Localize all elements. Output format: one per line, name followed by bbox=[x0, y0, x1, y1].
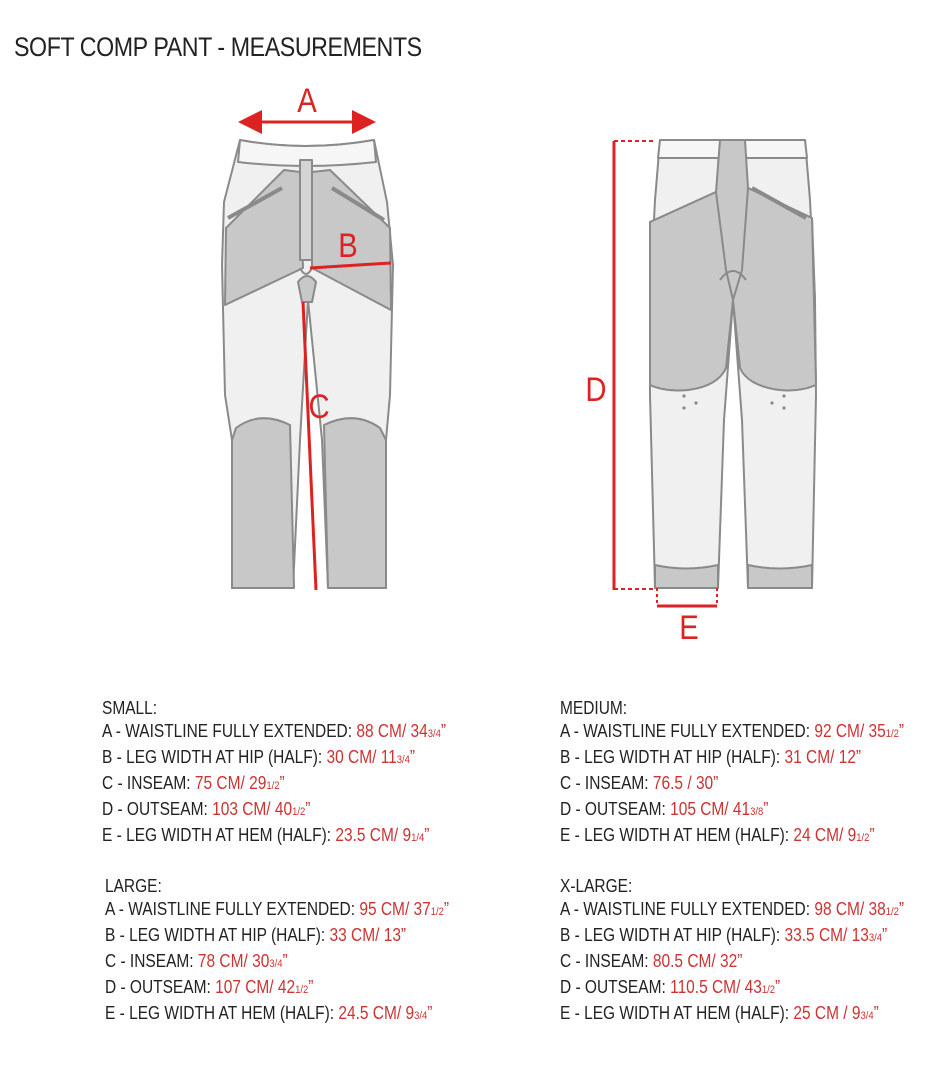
measure-e bbox=[657, 588, 717, 606]
measure-row-a: A - WAISTLINE FULLY EXTENDED: 92 CM/ 351/2” bbox=[560, 721, 905, 741]
measure-row-d: D - OUTSEAM: 105 CM/ 413/8” bbox=[560, 799, 769, 819]
size-small-block bbox=[102, 697, 446, 850]
measure-row-e: E - LEG WIDTH AT HEM (HALF): 23.5 CM/ 91/4” bbox=[102, 825, 430, 845]
front-crotch bbox=[298, 276, 316, 302]
measure-row-a: A - WAISTLINE FULLY EXTENDED: 95 CM/ 371/2” bbox=[105, 899, 450, 919]
size-heading: X-LARGE: bbox=[560, 876, 633, 896]
measure-row-e: E - LEG WIDTH AT HEM (HALF): 24 CM/ 91/2” bbox=[560, 825, 875, 845]
measure-row-c: C - INSEAM: 75 CM/ 291/2” bbox=[102, 773, 285, 793]
measure-row-d: D - OUTSEAM: 107 CM/ 421/2” bbox=[105, 977, 314, 997]
measure-row-c: C - INSEAM: 80.5 CM/ 32” bbox=[560, 951, 743, 971]
measure-row-a: A - WAISTLINE FULLY EXTENDED: 98 CM/ 381/2” bbox=[560, 899, 905, 919]
measure-row-d: D - OUTSEAM: 103 CM/ 401/2” bbox=[102, 799, 311, 819]
size-heading: SMALL: bbox=[102, 698, 158, 718]
front-knee-panel-right bbox=[324, 418, 386, 588]
size-heading: LARGE: bbox=[105, 876, 162, 896]
measure-row-e: E - LEG WIDTH AT HEM (HALF): 25 CM / 93/4” bbox=[560, 1003, 879, 1023]
measure-row-a: A - WAISTLINE FULLY EXTENDED: 88 CM/ 343/4” bbox=[102, 721, 447, 741]
front-knee-panel-left bbox=[232, 418, 294, 588]
back-hem-right bbox=[748, 565, 812, 588]
measure-e-label: E bbox=[679, 607, 699, 647]
measure-row-e: E - LEG WIDTH AT HEM (HALF): 24.5 CM/ 93/4” bbox=[105, 1003, 433, 1023]
measure-row-b: B - LEG WIDTH AT HIP (HALF): 31 CM/ 12” bbox=[560, 747, 862, 767]
measure-row-b: B - LEG WIDTH AT HIP (HALF): 33.5 CM/ 133/4” bbox=[560, 925, 888, 945]
size-medium-block bbox=[560, 697, 904, 850]
front-fly bbox=[300, 160, 312, 260]
measure-b-label: B bbox=[338, 225, 358, 265]
measure-row-b: B - LEG WIDTH AT HIP (HALF): 33 CM/ 13” bbox=[105, 925, 407, 945]
measure-d-label: D bbox=[585, 369, 607, 409]
measure-c-label: C bbox=[308, 386, 330, 426]
measure-row-b: B - LEG WIDTH AT HIP (HALF): 30 CM/ 113/4” bbox=[102, 747, 416, 767]
size-xlarge-block bbox=[560, 875, 904, 1028]
page-title: SOFT COMP PANT - MEASUREMENTS bbox=[14, 32, 422, 62]
pant-back-view bbox=[650, 140, 816, 588]
pant-front-view bbox=[222, 140, 393, 588]
measure-a-label: A bbox=[297, 80, 317, 120]
measure-row-c: C - INSEAM: 76.5 / 30” bbox=[560, 773, 719, 793]
size-large-block bbox=[105, 875, 449, 1028]
size-heading: MEDIUM: bbox=[560, 698, 628, 718]
back-hem-left bbox=[655, 565, 718, 588]
measure-row-d: D - OUTSEAM: 110.5 CM/ 431/2” bbox=[560, 977, 781, 997]
measure-row-c: C - INSEAM: 78 CM/ 303/4” bbox=[105, 951, 288, 971]
